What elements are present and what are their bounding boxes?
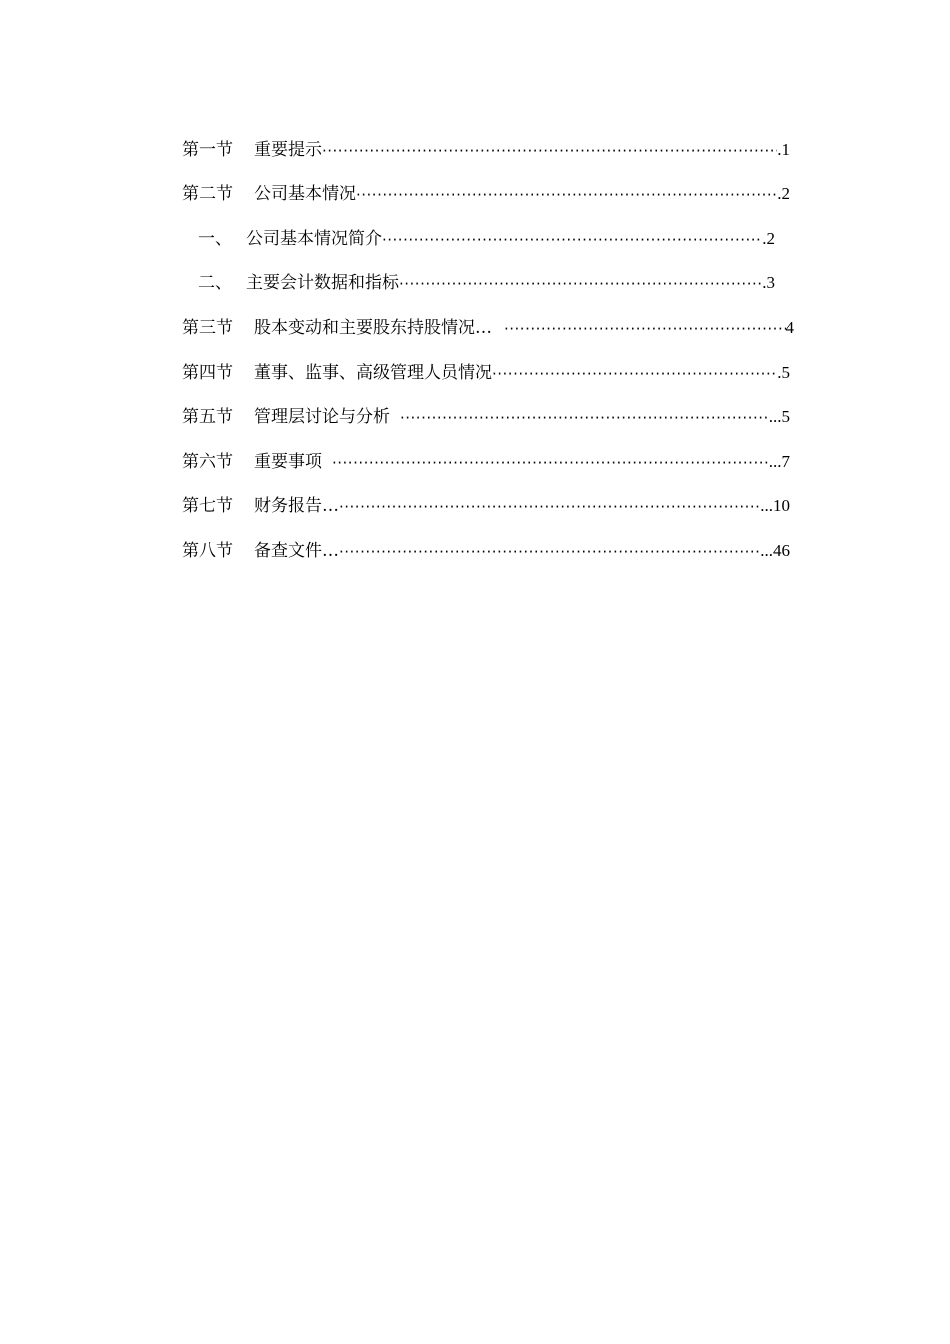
toc-section-title: 重要提示 (254, 140, 322, 160)
toc-page-number: .2 (762, 229, 775, 248)
toc-dot-leader (492, 361, 777, 385)
toc-dot-leader (356, 182, 777, 206)
toc-section-title: 股本变动和主要股东持股情况… (254, 318, 492, 338)
toc-section-number: 第二节 (182, 184, 233, 204)
toc-section-number: 第六节 (182, 452, 233, 472)
toc-entry[interactable] (182, 539, 790, 563)
toc-entry[interactable] (182, 182, 790, 206)
toc-entry[interactable] (182, 361, 790, 385)
toc-dot-leader (322, 138, 777, 162)
toc-section-number: 第三节 (182, 318, 233, 338)
toc-dot-leader (400, 405, 769, 429)
toc-subsection-title: 公司基本情况简介 (246, 229, 382, 249)
toc-page-number: .5 (777, 363, 790, 382)
toc-section-title: 公司基本情况 (254, 184, 356, 204)
toc-subsection-number: 二、 (198, 273, 232, 293)
toc-dot-leader (339, 494, 760, 518)
toc-section-number: 第一节 (182, 140, 233, 160)
toc-page-number: ...46 (760, 541, 790, 560)
toc-dot-leader (504, 316, 786, 340)
toc-entry[interactable] (182, 138, 790, 162)
toc-page-number: .1 (777, 140, 790, 159)
toc-page-number: ...5 (768, 407, 790, 426)
toc-entry[interactable] (182, 494, 790, 518)
toc-page-number: .3 (762, 273, 775, 292)
toc-section-title: 备查文件… (254, 541, 339, 561)
toc-subsection-number: 一、 (198, 229, 232, 249)
table-of-contents (0, 0, 950, 600)
toc-page-number: .2 (777, 184, 790, 203)
toc-page-number: ...7 (768, 452, 790, 471)
toc-section-title: 管理层讨论与分析 (254, 407, 390, 427)
toc-entry[interactable] (182, 316, 794, 340)
toc-dot-leader (399, 271, 762, 295)
toc-dot-leader (332, 450, 769, 474)
toc-subsection-title: 主要会计数据和指标 (246, 273, 399, 293)
toc-dot-leader (339, 539, 760, 563)
toc-page-number: 4 (785, 318, 794, 337)
toc-section-title: 董事、监事、高级管理人员情况 (254, 363, 492, 383)
toc-section-number: 第七节 (182, 496, 233, 516)
toc-dot-leader (382, 227, 762, 251)
toc-entry[interactable] (182, 405, 790, 429)
toc-section-title: 重要事项 (254, 452, 322, 472)
toc-section-title: 财务报告… (254, 496, 339, 516)
toc-entry[interactable] (182, 450, 790, 474)
toc-subentry[interactable] (198, 271, 775, 295)
toc-section-number: 第五节 (182, 407, 233, 427)
toc-subentry[interactable] (198, 227, 775, 251)
toc-section-number: 第八节 (182, 541, 233, 561)
toc-section-number: 第四节 (182, 363, 233, 383)
toc-page-number: ...10 (760, 496, 790, 515)
